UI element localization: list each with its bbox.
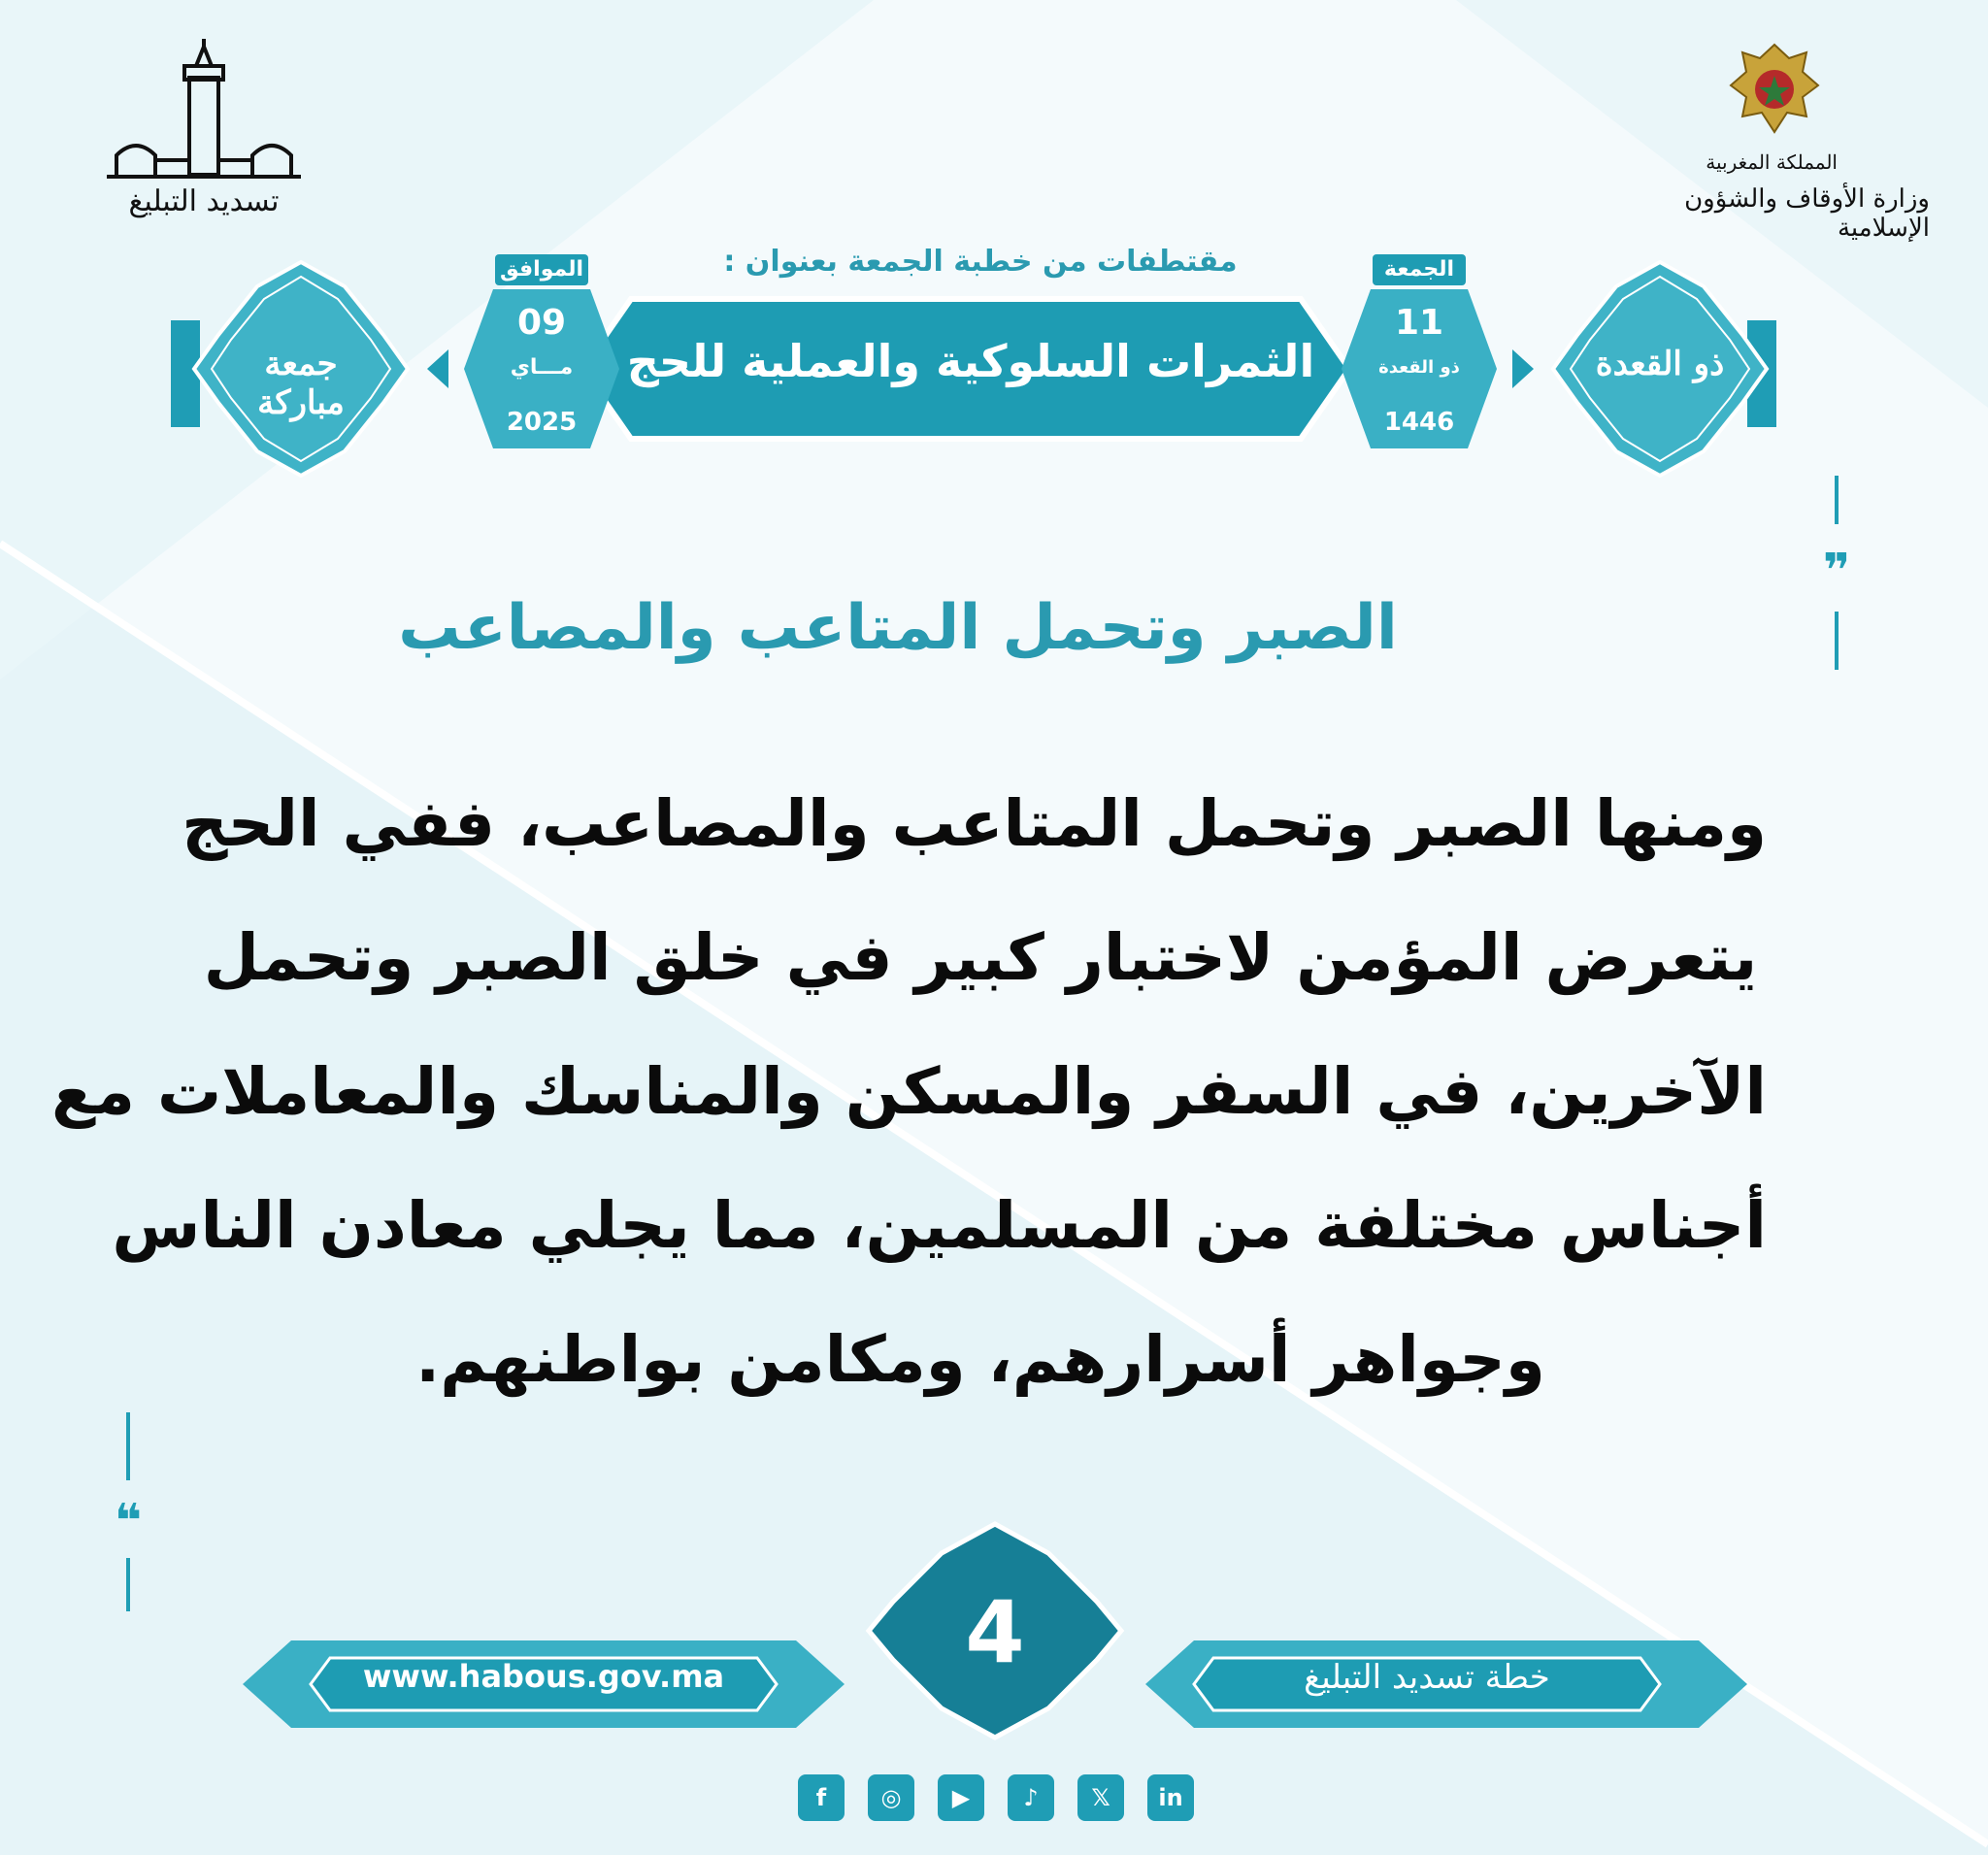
royal-emblem-icon — [1721, 39, 1828, 146]
page-number: 4 — [965, 1582, 1025, 1682]
khutba-title: الثمرات السلوكية والعملية للحج — [626, 335, 1315, 387]
excerpt-line: الآخرين، في السفر والمسكن والمناسك والمعاملات مع — [51, 1054, 1767, 1129]
right-quote-decoration — [1823, 476, 1851, 670]
excerpt-line: أجناس مختلفة من المسلمين، مما يجلي معادن الناس — [112, 1188, 1767, 1263]
ministry-logo — [1619, 39, 1930, 243]
hijri-label: الجمعة — [1373, 254, 1466, 285]
excerpt-line: ومنها الصبر وتحمل المتاعب والمصاعب، ففي الحج — [182, 786, 1767, 861]
x-icon[interactable]: 𝕏 — [1077, 1774, 1124, 1821]
tasdid-tabligh-logo — [107, 39, 301, 243]
ministry-label: وزارة الأوقاف والشؤون الإسلامية — [1684, 184, 1930, 243]
header-subtitle: مقتطفات من خطبة الجمعة بعنوان : — [723, 245, 1238, 279]
mosque-minaret-icon — [107, 39, 301, 184]
khutba-excerpt — [51, 757, 1767, 1427]
plan-label: خطة تسديد التبليغ — [1304, 1658, 1550, 1697]
website-link[interactable]: www.habous.gov.ma — [362, 1658, 725, 1695]
quote-icon: ❞ — [1823, 544, 1851, 598]
section-heading: الصبر وتحمل المتاعب والمصاعب — [398, 592, 1398, 664]
gregorian-label: الموافق — [495, 254, 588, 285]
gregorian-month: مـــاي — [510, 355, 574, 380]
gregorian-year: 2025 — [506, 408, 578, 437]
left-ornament-text: جمعة مباركة — [257, 345, 345, 422]
kingdom-label: المملكة المغربية — [1706, 150, 1838, 174]
linkedin-icon[interactable]: in — [1147, 1774, 1194, 1821]
quote-icon: ❝ — [115, 1494, 143, 1548]
hijri-year: 1446 — [1383, 408, 1455, 437]
right-ornament-text: ذو القعدة — [1595, 345, 1725, 383]
instagram-icon[interactable]: ◎ — [868, 1774, 914, 1821]
facebook-icon[interactable]: f — [798, 1774, 845, 1821]
youtube-icon[interactable]: ▶ — [938, 1774, 984, 1821]
left-logo-caption: تسديد التبليغ — [128, 184, 280, 218]
hijri-month: ذو القعدة — [1378, 357, 1460, 378]
excerpt-line: يتعرض المؤمن لاختبار كبير في خلق الصبر وتحمل — [203, 920, 1758, 995]
hijri-day: 11 — [1394, 303, 1444, 343]
excerpt-line: وجواهر أسرارهم، ومكامن بواطنهم. — [415, 1322, 1545, 1397]
gregorian-day: 09 — [516, 303, 567, 343]
tiktok-icon[interactable]: ♪ — [1008, 1774, 1054, 1821]
